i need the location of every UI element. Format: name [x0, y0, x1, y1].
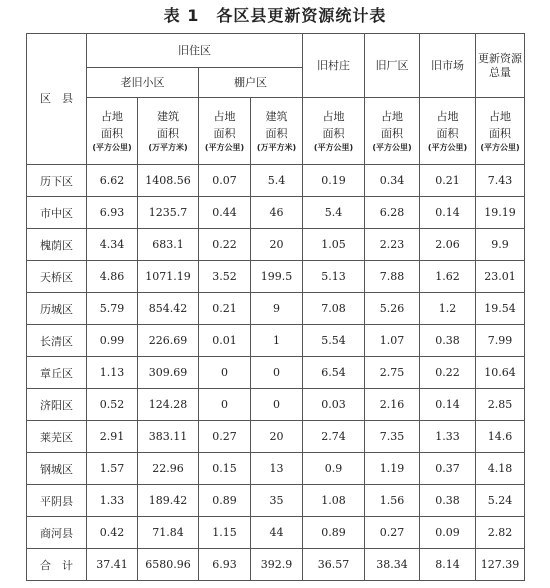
value-cell: 5.4: [251, 165, 303, 197]
value-cell: 0.09: [420, 517, 476, 549]
value-cell: 0.9: [303, 453, 365, 485]
value-cell: 2.91: [87, 421, 138, 453]
header-land-area: [420, 98, 476, 165]
label: 占地: [101, 110, 123, 123]
value-cell: 6.54: [303, 357, 365, 389]
value-cell: 0.38: [420, 325, 476, 357]
value-cell: 383.11: [138, 421, 199, 453]
value-cell: 0.42: [87, 517, 138, 549]
table-title: 表 1 各区县更新资源统计表: [163, 6, 387, 25]
table-row: [27, 165, 525, 197]
value-cell: 1.19: [365, 453, 420, 485]
value-cell: 1.2: [420, 293, 476, 325]
value-cell: 0.01: [199, 325, 251, 357]
value-cell: 1.13: [87, 357, 138, 389]
value-cell: 44: [251, 517, 303, 549]
value-cell: 0.99: [87, 325, 138, 357]
unit-label: (平方公里): [313, 143, 354, 152]
label: 面积: [157, 127, 179, 140]
table-row: [27, 229, 525, 261]
label: 面积: [101, 127, 123, 140]
label: 占地: [489, 110, 511, 123]
district-cell: 天桥区: [27, 261, 87, 293]
value-cell: 0.21: [199, 293, 251, 325]
table-body: [27, 165, 525, 581]
value-cell: 6.62: [87, 165, 138, 197]
unit-label: (平方公里): [480, 143, 520, 152]
district-cell: 合 计: [27, 549, 87, 581]
value-cell: 1.62: [420, 261, 476, 293]
unit-label: (平方公里): [427, 143, 468, 152]
header-old-community: 老旧小区: [87, 68, 199, 98]
value-cell: 7.88: [365, 261, 420, 293]
value-cell: 1.15: [199, 517, 251, 549]
value-cell: 1408.56: [138, 165, 199, 197]
table-row: [27, 261, 525, 293]
value-cell: 4.34: [87, 229, 138, 261]
value-cell: 6.93: [199, 549, 251, 581]
value-cell: 309.69: [138, 357, 199, 389]
value-cell: 1: [251, 325, 303, 357]
unit-label: (平方公里): [92, 143, 132, 152]
value-cell: 0.19: [303, 165, 365, 197]
header-build-area: [251, 98, 303, 165]
value-cell: 7.43: [476, 165, 525, 197]
label: 面积: [322, 127, 345, 140]
header-build-area: [138, 98, 199, 165]
table-row: [27, 549, 525, 581]
value-cell: 13: [251, 453, 303, 485]
header-old-factory: 旧厂区: [365, 34, 420, 98]
value-cell: 1.57: [87, 453, 138, 485]
table-row: [27, 197, 525, 229]
label: 占地: [322, 110, 345, 123]
value-cell: 1235.7: [138, 197, 199, 229]
district-cell: 钢城区: [27, 453, 87, 485]
value-cell: 2.06: [420, 229, 476, 261]
unit-label: (平方公里): [372, 143, 412, 152]
value-cell: 0: [251, 389, 303, 421]
value-cell: 3.52: [199, 261, 251, 293]
value-cell: 19.19: [476, 197, 525, 229]
value-cell: 6.93: [87, 197, 138, 229]
value-cell: 4.86: [87, 261, 138, 293]
value-cell: 854.42: [138, 293, 199, 325]
header-old-residential: 旧住区: [87, 34, 303, 68]
value-cell: 46: [251, 197, 303, 229]
value-cell: 7.08: [303, 293, 365, 325]
value-cell: 0.38: [420, 485, 476, 517]
district-cell: 槐荫区: [27, 229, 87, 261]
value-cell: 0.22: [199, 229, 251, 261]
value-cell: 127.39: [476, 549, 525, 581]
value-cell: 6.28: [365, 197, 420, 229]
table-row: [27, 357, 525, 389]
label: 面积: [436, 127, 459, 140]
header-district: 区 县: [27, 34, 87, 165]
header-land-area: [199, 98, 251, 165]
value-cell: 0.14: [420, 389, 476, 421]
value-cell: 36.57: [303, 549, 365, 581]
value-cell: 2.74: [303, 421, 365, 453]
label: 占地: [436, 110, 459, 123]
value-cell: 0.03: [303, 389, 365, 421]
district-cell: 章丘区: [27, 357, 87, 389]
district-renewal-table: [26, 33, 525, 581]
value-cell: 2.23: [365, 229, 420, 261]
unit-label: (万平方米): [256, 143, 297, 152]
value-cell: 0.07: [199, 165, 251, 197]
value-cell: 1071.19: [138, 261, 199, 293]
label: 占地: [381, 110, 403, 123]
value-cell: 683.1: [138, 229, 199, 261]
value-cell: 124.28: [138, 389, 199, 421]
value-cell: 5.79: [87, 293, 138, 325]
value-cell: 35: [251, 485, 303, 517]
header-total-line1: 更新资源: [478, 51, 522, 65]
value-cell: 0.89: [199, 485, 251, 517]
value-cell: 0: [199, 389, 251, 421]
unit-label: (平方公里): [204, 143, 245, 152]
value-cell: 189.42: [138, 485, 199, 517]
value-cell: 0: [199, 357, 251, 389]
value-cell: 0.52: [87, 389, 138, 421]
value-cell: 2.75: [365, 357, 420, 389]
table-row: [27, 485, 525, 517]
value-cell: 0.34: [365, 165, 420, 197]
value-cell: 20: [251, 421, 303, 453]
value-cell: 1.56: [365, 485, 420, 517]
header-land-area: [87, 98, 138, 165]
value-cell: 1.33: [87, 485, 138, 517]
value-cell: 226.69: [138, 325, 199, 357]
value-cell: 199.5: [251, 261, 303, 293]
value-cell: 0.14: [420, 197, 476, 229]
value-cell: 0.27: [199, 421, 251, 453]
value-cell: 2.82: [476, 517, 525, 549]
label: 面积: [489, 127, 511, 140]
label: 面积: [381, 127, 403, 140]
label: 面积: [213, 127, 236, 140]
value-cell: 1.33: [420, 421, 476, 453]
header-land-area: [365, 98, 420, 165]
table-row: [27, 389, 525, 421]
table-row: [27, 517, 525, 549]
value-cell: 5.54: [303, 325, 365, 357]
label: 面积: [265, 127, 288, 140]
header-land-area: [476, 98, 525, 165]
value-cell: 9: [251, 293, 303, 325]
value-cell: 0.15: [199, 453, 251, 485]
value-cell: 5.4: [303, 197, 365, 229]
table-row: [27, 325, 525, 357]
value-cell: 37.41: [87, 549, 138, 581]
value-cell: 0.27: [365, 517, 420, 549]
value-cell: 392.9: [251, 549, 303, 581]
value-cell: 8.14: [420, 549, 476, 581]
value-cell: 23.01: [476, 261, 525, 293]
value-cell: 1.07: [365, 325, 420, 357]
district-cell: 商河县: [27, 517, 87, 549]
value-cell: 14.6: [476, 421, 525, 453]
value-cell: 7.35: [365, 421, 420, 453]
value-cell: 7.99: [476, 325, 525, 357]
value-cell: 6580.96: [138, 549, 199, 581]
label: 建筑: [265, 110, 288, 123]
value-cell: 10.64: [476, 357, 525, 389]
value-cell: 0.44: [199, 197, 251, 229]
value-cell: 20: [251, 229, 303, 261]
value-cell: 19.54: [476, 293, 525, 325]
value-cell: 1.05: [303, 229, 365, 261]
unit-label: (万平方米): [148, 143, 188, 152]
value-cell: 5.24: [476, 485, 525, 517]
value-cell: 0.89: [303, 517, 365, 549]
table-row: [27, 293, 525, 325]
district-cell: 长清区: [27, 325, 87, 357]
value-cell: 71.84: [138, 517, 199, 549]
header-total-line2: 总量: [489, 65, 511, 79]
value-cell: 5.26: [365, 293, 420, 325]
value-cell: 1.08: [303, 485, 365, 517]
district-cell: 历城区: [27, 293, 87, 325]
table-row: [27, 421, 525, 453]
value-cell: 2.16: [365, 389, 420, 421]
value-cell: 5.13: [303, 261, 365, 293]
label: 占地: [213, 110, 236, 123]
label: 建筑: [157, 110, 179, 123]
table-row: [27, 453, 525, 485]
value-cell: 2.85: [476, 389, 525, 421]
value-cell: 0.22: [420, 357, 476, 389]
value-cell: 0.37: [420, 453, 476, 485]
value-cell: 22.96: [138, 453, 199, 485]
value-cell: 4.18: [476, 453, 525, 485]
value-cell: 0.21: [420, 165, 476, 197]
district-cell: 平阴县: [27, 485, 87, 517]
header-old-village: 旧村庄: [303, 34, 365, 98]
header-old-market: 旧市场: [420, 34, 476, 98]
value-cell: 38.34: [365, 549, 420, 581]
header-total: [476, 34, 525, 98]
value-cell: 9.9: [476, 229, 525, 261]
district-cell: 莱芜区: [27, 421, 87, 453]
header-land-area: [303, 98, 365, 165]
header-shantytown: 棚户区: [199, 68, 303, 98]
district-cell: 济阳区: [27, 389, 87, 421]
district-cell: 历下区: [27, 165, 87, 197]
value-cell: 0: [251, 357, 303, 389]
district-cell: 市中区: [27, 197, 87, 229]
